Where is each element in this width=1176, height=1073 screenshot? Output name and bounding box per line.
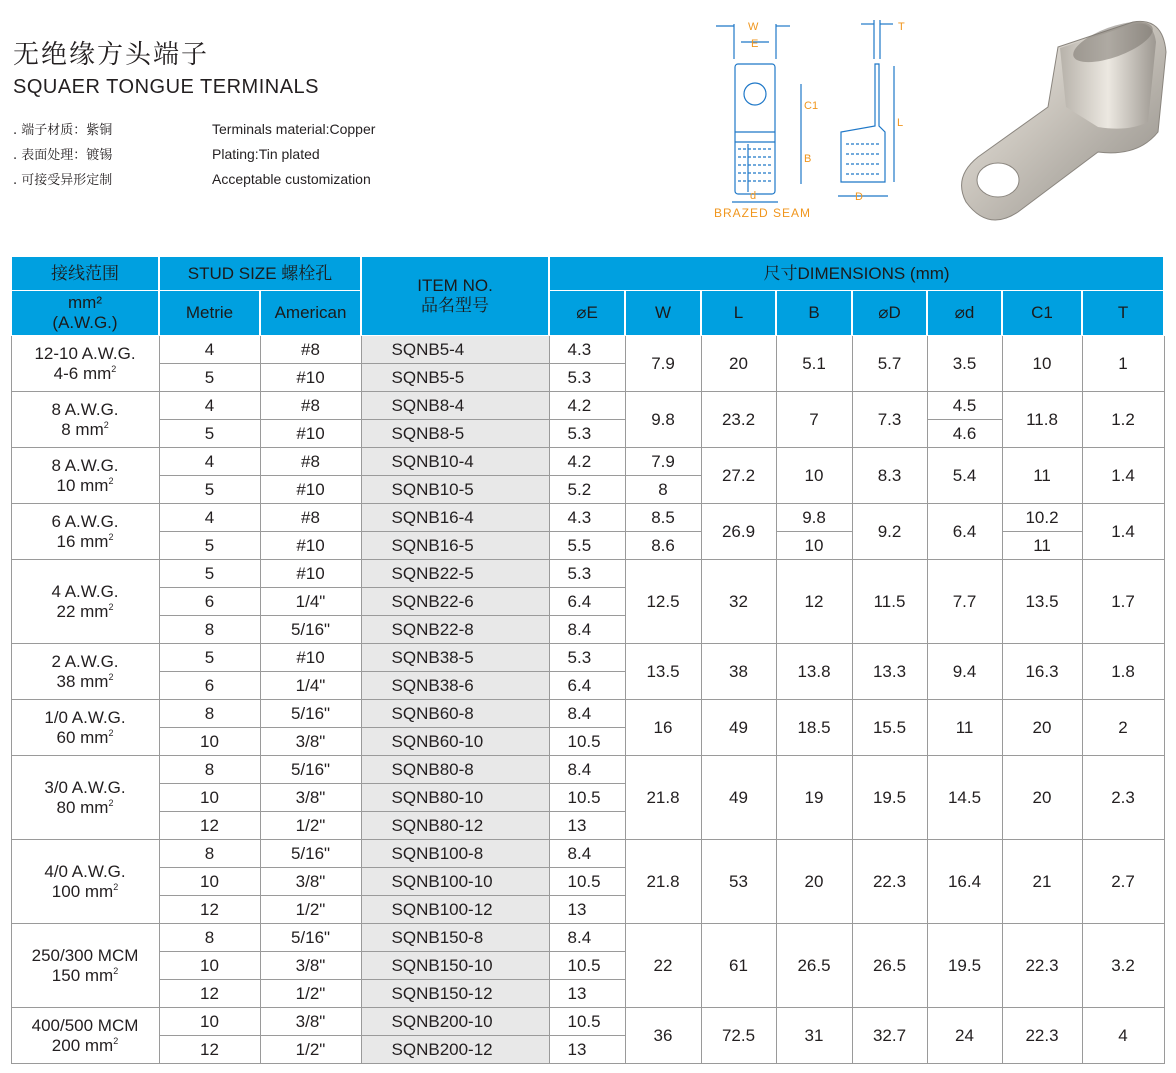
dim-e-cell: 5.5 xyxy=(549,532,625,560)
mm-label xyxy=(12,532,159,552)
dim-label-c1: C1 xyxy=(804,100,819,112)
wire-range-cell xyxy=(11,840,159,924)
dim-w-cell: 8.6 xyxy=(625,532,701,560)
awg-label: 12-10 A.W.G. xyxy=(34,343,136,363)
header-col-d-big: ⌀D xyxy=(852,291,927,336)
american-stud-cell: 1/2" xyxy=(260,1036,361,1064)
dim-d-small-cell: 4.5 xyxy=(927,392,1002,420)
american-stud-cell: 1/4" xyxy=(260,672,361,700)
header-col-b: B xyxy=(776,291,852,336)
item-no-cell: SQNB10-5 xyxy=(361,476,549,504)
wire-range-cell xyxy=(11,336,159,392)
square-superscript: 2 xyxy=(113,965,119,976)
awg-label: 250/300 MCM xyxy=(31,945,139,965)
dim-e-cell: 10.5 xyxy=(549,728,625,756)
stud-hole-photo xyxy=(977,163,1019,197)
dim-c1-cell: 13.5 xyxy=(1002,560,1082,644)
metric-stud-cell: 10 xyxy=(159,868,260,896)
american-stud-cell: 5/16" xyxy=(260,924,361,952)
wire-range-cell xyxy=(11,644,159,700)
american-stud-cell: #10 xyxy=(260,420,361,448)
item-no-cell: SQNB16-4 xyxy=(361,504,549,532)
item-no-cell: SQNB80-12 xyxy=(361,812,549,840)
dim-b-cell: 26.5 xyxy=(776,924,852,1008)
metric-stud-cell: 4 xyxy=(159,392,260,420)
dim-e-cell: 8.4 xyxy=(549,924,625,952)
dim-w-cell: 12.5 xyxy=(625,560,701,644)
item-no-cell: SQNB5-5 xyxy=(361,364,549,392)
square-superscript: 2 xyxy=(108,797,114,808)
page-title-cn: 无绝缘方头端子 xyxy=(13,40,210,70)
dim-w-cell: 7.9 xyxy=(625,448,701,476)
square-superscript: 2 xyxy=(111,363,117,374)
dim-e-cell: 13 xyxy=(549,1036,625,1064)
dim-d-small-cell: 19.5 xyxy=(927,924,1002,1008)
header-stud-size: STUD SIZE 螺栓孔 xyxy=(159,257,361,291)
wire-range-cell xyxy=(11,1008,159,1064)
dim-l-cell: 32 xyxy=(701,560,776,644)
header-dimensions: 尺寸DIMENSIONS (mm) xyxy=(549,257,1164,291)
metric-stud-cell: 4 xyxy=(159,504,260,532)
dim-w-cell: 8 xyxy=(625,476,701,504)
header-col-e: ⌀E xyxy=(549,291,625,336)
dim-label-e: E xyxy=(751,38,759,50)
item-no-cell: SQNB10-4 xyxy=(361,448,549,476)
american-stud-cell: 1/2" xyxy=(260,812,361,840)
awg-label: 8 A.W.G. xyxy=(51,455,119,475)
table-row xyxy=(11,1008,1164,1036)
square-superscript: 2 xyxy=(108,601,114,612)
metric-stud-cell: 5 xyxy=(159,420,260,448)
header-unit-awg: (A.W.G.) xyxy=(52,313,118,332)
spec-material-en: Terminals material:Copper xyxy=(212,121,376,137)
dim-e-cell: 4.3 xyxy=(549,336,625,364)
dim-e-cell: 5.2 xyxy=(549,476,625,504)
square-superscript: 2 xyxy=(108,727,114,738)
dim-d-small-cell: 7.7 xyxy=(927,560,1002,644)
dim-b-cell: 18.5 xyxy=(776,700,852,756)
american-stud-cell: 5/16" xyxy=(260,840,361,868)
american-stud-cell: 1/2" xyxy=(260,980,361,1008)
dim-b-cell: 31 xyxy=(776,1008,852,1064)
dim-d-big-cell: 5.7 xyxy=(852,336,927,392)
item-no-cell: SQNB150-10 xyxy=(361,952,549,980)
dim-d-big-cell: 11.5 xyxy=(852,560,927,644)
american-stud-cell: #8 xyxy=(260,392,361,420)
mm-value: 38 mm xyxy=(56,671,109,691)
dim-t-cell: 1.4 xyxy=(1082,448,1164,504)
mm-label xyxy=(12,364,159,384)
square-superscript: 2 xyxy=(108,671,114,682)
dim-t-cell: 1.4 xyxy=(1082,504,1164,560)
dim-label-w: W xyxy=(748,21,759,33)
dim-e-cell: 4.3 xyxy=(549,504,625,532)
dim-label-b: B xyxy=(804,153,812,165)
metric-stud-cell: 6 xyxy=(159,588,260,616)
dim-e-cell: 13 xyxy=(549,980,625,1008)
awg-label: 3/0 A.W.G. xyxy=(44,777,126,797)
dim-l-cell: 49 xyxy=(701,700,776,756)
dim-e-cell: 13 xyxy=(549,812,625,840)
metric-stud-cell: 8 xyxy=(159,756,260,784)
header-col-t: T xyxy=(1082,291,1164,336)
wire-range-cell xyxy=(11,504,159,560)
item-no-cell: SQNB16-5 xyxy=(361,532,549,560)
spec-plating-en: Plating:Tin plated xyxy=(212,146,320,162)
awg-label: 2 A.W.G. xyxy=(51,651,119,671)
item-no-cell: SQNB100-12 xyxy=(361,896,549,924)
item-no-cell: SQNB150-8 xyxy=(361,924,549,952)
mm-label xyxy=(12,1036,159,1056)
mm-value: 200 mm xyxy=(51,1035,114,1055)
dim-d-big-cell: 7.3 xyxy=(852,392,927,448)
dim-e-cell: 13 xyxy=(549,896,625,924)
dim-label-d-small: d xyxy=(750,190,757,202)
item-no-cell: SQNB38-6 xyxy=(361,672,549,700)
dim-e-cell: 8.4 xyxy=(549,700,625,728)
dim-b-cell: 5.1 xyxy=(776,336,852,392)
item-no-cell: SQNB5-4 xyxy=(361,336,549,364)
header-range: 接线范围 xyxy=(11,257,159,291)
metric-stud-cell: 6 xyxy=(159,672,260,700)
square-superscript: 2 xyxy=(108,475,114,486)
dim-d-big-cell: 9.2 xyxy=(852,504,927,560)
awg-label: 1/0 A.W.G. xyxy=(44,707,126,727)
dim-l-cell: 38 xyxy=(701,644,776,700)
item-no-cell: SQNB80-8 xyxy=(361,756,549,784)
square-superscript: 2 xyxy=(113,881,119,892)
item-no-cell: SQNB100-8 xyxy=(361,840,549,868)
table-row xyxy=(11,504,1164,532)
metric-stud-cell: 12 xyxy=(159,896,260,924)
dim-d-small-cell: 16.4 xyxy=(927,840,1002,924)
item-no-cell: SQNB60-8 xyxy=(361,700,549,728)
metric-stud-cell: 10 xyxy=(159,728,260,756)
item-no-cell: SQNB100-10 xyxy=(361,868,549,896)
item-no-cell: SQNB200-10 xyxy=(361,1008,549,1036)
dim-e-cell: 10.5 xyxy=(549,1008,625,1036)
spec-material-cn: . 端子材质：紫铜 xyxy=(13,123,113,138)
mm-label xyxy=(12,882,159,902)
dim-b-cell: 7 xyxy=(776,392,852,448)
mm-label xyxy=(12,728,159,748)
mm-value: 4-6 mm xyxy=(53,363,112,383)
mm-label xyxy=(12,476,159,496)
square-superscript: 2 xyxy=(113,1035,119,1046)
header-col-w: W xyxy=(625,291,701,336)
american-stud-cell: 1/2" xyxy=(260,896,361,924)
header-col-l: L xyxy=(701,291,776,336)
dim-c1-cell: 22.3 xyxy=(1002,924,1082,1008)
dim-e-cell: 10.5 xyxy=(549,952,625,980)
metric-stud-cell: 8 xyxy=(159,924,260,952)
mm-label xyxy=(12,420,159,440)
table-row xyxy=(11,336,1164,364)
dim-label-l: L xyxy=(897,117,904,129)
dim-b-cell: 20 xyxy=(776,840,852,924)
dim-l-cell: 26.9 xyxy=(701,504,776,560)
item-no-cell: SQNB22-8 xyxy=(361,616,549,644)
dim-c1-cell: 16.3 xyxy=(1002,644,1082,700)
metric-stud-cell: 12 xyxy=(159,812,260,840)
metric-stud-cell: 5 xyxy=(159,532,260,560)
american-stud-cell: #10 xyxy=(260,560,361,588)
metric-stud-cell: 12 xyxy=(159,980,260,1008)
item-no-cell: SQNB80-10 xyxy=(361,784,549,812)
dim-b-cell: 10 xyxy=(776,448,852,504)
dim-c1-cell: 10.2 xyxy=(1002,504,1082,532)
metric-stud-cell: 5 xyxy=(159,476,260,504)
dim-d-big-cell: 13.3 xyxy=(852,644,927,700)
dim-t-cell: 2 xyxy=(1082,700,1164,756)
dim-d-small-cell: 9.4 xyxy=(927,644,1002,700)
spec-table-body xyxy=(11,336,1164,1064)
american-stud-cell: 5/16" xyxy=(260,756,361,784)
dim-e-cell: 10.5 xyxy=(549,784,625,812)
wire-range-cell xyxy=(11,756,159,840)
dim-e-cell: 4.2 xyxy=(549,448,625,476)
mm-label xyxy=(12,672,159,692)
item-no-cell: SQNB200-12 xyxy=(361,1036,549,1064)
american-stud-cell: 5/16" xyxy=(260,700,361,728)
dim-t-cell: 1 xyxy=(1082,336,1164,392)
dim-w-cell: 22 xyxy=(625,924,701,1008)
stud-hole xyxy=(744,83,766,105)
dim-l-cell: 23.2 xyxy=(701,392,776,448)
metric-stud-cell: 5 xyxy=(159,644,260,672)
spec-list-cn xyxy=(13,118,112,193)
american-stud-cell: #8 xyxy=(260,504,361,532)
dim-d-small-cell: 14.5 xyxy=(927,756,1002,840)
metric-stud-cell: 10 xyxy=(159,784,260,812)
spec-custom-en: Acceptable customization xyxy=(212,171,371,187)
dim-t-cell: 1.8 xyxy=(1082,644,1164,700)
american-stud-cell: 3/8" xyxy=(260,868,361,896)
wire-range-cell xyxy=(11,924,159,1008)
table-row xyxy=(11,756,1164,784)
dim-c1-cell: 11 xyxy=(1002,532,1082,560)
header-american: American xyxy=(260,291,361,336)
spec-custom-cn: . 可接受异形定制 xyxy=(13,173,113,188)
mm-value: 10 mm xyxy=(56,475,109,495)
dim-b-cell: 10 xyxy=(776,532,852,560)
dim-d-big-cell: 32.7 xyxy=(852,1008,927,1064)
dim-t-cell: 1.2 xyxy=(1082,392,1164,448)
dim-b-cell: 13.8 xyxy=(776,644,852,700)
american-stud-cell: #8 xyxy=(260,448,361,476)
item-no-cell: SQNB38-5 xyxy=(361,644,549,672)
american-stud-cell: #10 xyxy=(260,364,361,392)
dim-d-small-cell: 3.5 xyxy=(927,336,1002,392)
dim-d-small-cell: 5.4 xyxy=(927,448,1002,504)
metric-stud-cell: 5 xyxy=(159,364,260,392)
dim-w-cell: 16 xyxy=(625,700,701,756)
dim-l-cell: 27.2 xyxy=(701,448,776,504)
dim-e-cell: 6.4 xyxy=(549,672,625,700)
american-stud-cell: 1/4" xyxy=(260,588,361,616)
american-stud-cell: #8 xyxy=(260,336,361,364)
dim-c1-cell: 11 xyxy=(1002,448,1082,504)
table-row xyxy=(11,644,1164,672)
header-item-no xyxy=(361,257,549,336)
wire-range-cell xyxy=(11,700,159,756)
dim-w-cell: 7.9 xyxy=(625,336,701,392)
dim-d-big-cell: 15.5 xyxy=(852,700,927,756)
metric-stud-cell: 10 xyxy=(159,952,260,980)
dim-t-cell: 3.2 xyxy=(1082,924,1164,1008)
item-no-cell: SQNB8-5 xyxy=(361,420,549,448)
brazed-seam-label: BRAZED SEAM xyxy=(714,206,812,220)
dim-b-cell: 19 xyxy=(776,756,852,840)
dim-t-cell: 2.7 xyxy=(1082,840,1164,924)
dim-l-cell: 61 xyxy=(701,924,776,1008)
dim-e-cell: 8.4 xyxy=(549,840,625,868)
header-item-cn: 品名型号 xyxy=(421,296,490,315)
dim-t-cell: 1.7 xyxy=(1082,560,1164,644)
dim-l-cell: 53 xyxy=(701,840,776,924)
american-stud-cell: #10 xyxy=(260,532,361,560)
mm-value: 100 mm xyxy=(51,881,114,901)
dim-e-cell: 4.2 xyxy=(549,392,625,420)
awg-label: 4/0 A.W.G. xyxy=(44,861,126,881)
wire-range-cell xyxy=(11,392,159,448)
dim-d-big-cell: 26.5 xyxy=(852,924,927,1008)
dim-b-cell: 12 xyxy=(776,560,852,644)
american-stud-cell: 3/8" xyxy=(260,952,361,980)
american-stud-cell: 3/8" xyxy=(260,728,361,756)
dim-c1-cell: 10 xyxy=(1002,336,1082,392)
metric-stud-cell: 4 xyxy=(159,448,260,476)
metric-stud-cell: 8 xyxy=(159,616,260,644)
dim-w-cell: 36 xyxy=(625,1008,701,1064)
mm-value: 16 mm xyxy=(56,531,109,551)
table-row xyxy=(11,560,1164,588)
mm-value: 150 mm xyxy=(51,965,114,985)
mm-value: 22 mm xyxy=(56,601,109,621)
dim-d-small-cell: 4.6 xyxy=(927,420,1002,448)
dim-e-cell: 10.5 xyxy=(549,868,625,896)
table-row xyxy=(11,392,1164,420)
dim-e-cell: 8.4 xyxy=(549,616,625,644)
dim-label-d-big: D xyxy=(855,191,863,203)
header-col-d-small: ⌀d xyxy=(927,291,1002,336)
mm-label xyxy=(12,602,159,622)
metric-stud-cell: 10 xyxy=(159,1008,260,1036)
table-row xyxy=(11,420,1164,448)
mm-value: 8 mm xyxy=(61,419,104,439)
awg-label: 6 A.W.G. xyxy=(51,511,119,531)
table-row xyxy=(11,840,1164,868)
dim-d-small-cell: 24 xyxy=(927,1008,1002,1064)
dim-t-cell: 2.3 xyxy=(1082,756,1164,840)
header-metric: Metrie xyxy=(159,291,260,336)
header-col-c1: C1 xyxy=(1002,291,1082,336)
dim-d-big-cell: 8.3 xyxy=(852,448,927,504)
square-superscript: 2 xyxy=(108,531,114,542)
table-row xyxy=(11,700,1164,728)
item-no-cell: SQNB22-5 xyxy=(361,560,549,588)
spec-plating-cn: . 表面处理：镀锡 xyxy=(13,148,113,163)
mm-label xyxy=(12,966,159,986)
dimension-drawing xyxy=(698,14,938,228)
dim-c1-cell: 20 xyxy=(1002,756,1082,840)
dim-w-cell: 8.5 xyxy=(625,504,701,532)
item-no-cell: SQNB8-4 xyxy=(361,392,549,420)
dim-d-big-cell: 22.3 xyxy=(852,840,927,924)
mm-label xyxy=(12,798,159,818)
dim-t-cell: 4 xyxy=(1082,1008,1164,1064)
metric-stud-cell: 8 xyxy=(159,700,260,728)
dim-d-small-cell: 11 xyxy=(927,700,1002,756)
dim-c1-cell: 21 xyxy=(1002,840,1082,924)
dim-label-t: T xyxy=(898,21,905,33)
table-row xyxy=(11,924,1164,952)
dim-c1-cell: 22.3 xyxy=(1002,1008,1082,1064)
american-stud-cell: 3/8" xyxy=(260,784,361,812)
metric-stud-cell: 8 xyxy=(159,840,260,868)
dim-d-big-cell: 19.5 xyxy=(852,756,927,840)
dim-l-cell: 20 xyxy=(701,336,776,392)
item-no-cell: SQNB150-12 xyxy=(361,980,549,1008)
american-stud-cell: #10 xyxy=(260,644,361,672)
american-stud-cell: 3/8" xyxy=(260,1008,361,1036)
wire-range-cell xyxy=(11,560,159,644)
dim-w-cell: 21.8 xyxy=(625,756,701,840)
metric-stud-cell: 4 xyxy=(159,336,260,364)
page-title-en: SQUAER TONGUE TERMINALS xyxy=(13,76,320,98)
dim-l-cell: 72.5 xyxy=(701,1008,776,1064)
table-row xyxy=(11,448,1164,476)
item-no-cell: SQNB60-10 xyxy=(361,728,549,756)
dim-c1-cell: 20 xyxy=(1002,700,1082,756)
dim-c1-cell: 11.8 xyxy=(1002,392,1082,448)
spec-list-en xyxy=(212,117,375,192)
dim-e-cell: 6.4 xyxy=(549,588,625,616)
metric-stud-cell: 12 xyxy=(159,1036,260,1064)
header-unit xyxy=(11,291,159,336)
dim-e-cell: 5.3 xyxy=(549,364,625,392)
header-unit-mm: mm² xyxy=(68,293,102,313)
terminal-photo xyxy=(948,12,1170,238)
wire-range-cell xyxy=(11,448,159,504)
metric-stud-cell: 5 xyxy=(159,560,260,588)
mm-value: 80 mm xyxy=(56,797,109,817)
dim-w-cell: 21.8 xyxy=(625,840,701,924)
dim-b-cell: 9.8 xyxy=(776,504,852,532)
awg-label: 4 A.W.G. xyxy=(51,581,119,601)
item-no-cell: SQNB22-6 xyxy=(361,588,549,616)
awg-label: 8 A.W.G. xyxy=(51,399,119,419)
american-stud-cell: #10 xyxy=(260,476,361,504)
spec-table xyxy=(10,256,1165,1064)
header-item-en: ITEM NO. xyxy=(417,276,493,296)
square-superscript: 2 xyxy=(103,419,109,430)
awg-label: 400/500 MCM xyxy=(31,1015,139,1035)
dim-l-cell: 49 xyxy=(701,756,776,840)
dim-w-cell: 13.5 xyxy=(625,644,701,700)
mm-value: 60 mm xyxy=(56,727,109,747)
dim-w-cell: 9.8 xyxy=(625,392,701,448)
dim-e-cell: 8.4 xyxy=(549,756,625,784)
dim-e-cell: 5.3 xyxy=(549,420,625,448)
american-stud-cell: 5/16" xyxy=(260,616,361,644)
dim-d-small-cell: 6.4 xyxy=(927,504,1002,560)
dim-e-cell: 5.3 xyxy=(549,560,625,588)
dim-e-cell: 5.3 xyxy=(549,644,625,672)
